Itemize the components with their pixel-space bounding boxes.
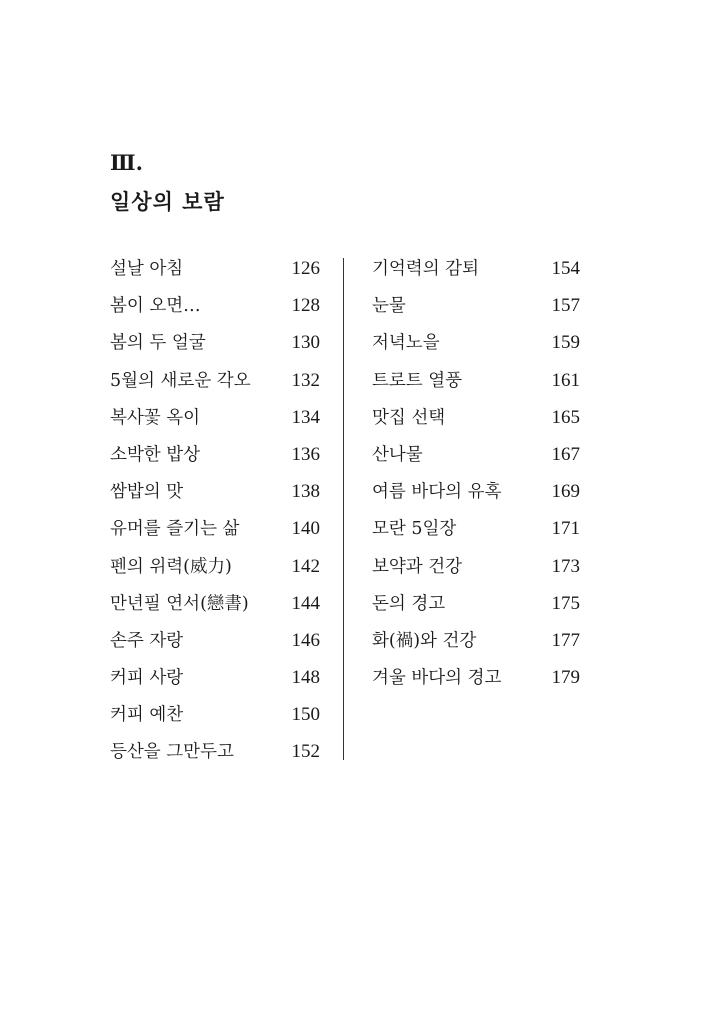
- toc-entry: [110, 475, 320, 512]
- toc-entry: [110, 735, 320, 772]
- toc-left-column: [110, 252, 320, 773]
- toc-entry-title: 손주 자랑: [110, 630, 184, 651]
- toc-entry-title: 돈의 경고: [372, 593, 446, 614]
- toc-entry-title: 기억력의 감퇴: [372, 259, 479, 279]
- toc-entry-page: 173: [551, 555, 580, 577]
- toc-entry: [110, 512, 320, 549]
- toc-entry: [110, 698, 320, 735]
- toc-entry-page: 159: [551, 332, 580, 354]
- toc-entry-page: 130: [291, 332, 320, 354]
- toc-entry: [372, 289, 580, 326]
- toc-entry-title: 등산을 그만두고: [110, 742, 234, 763]
- part-title: 일상의 보람: [110, 189, 225, 214]
- toc-entry-title: 커피 예찬: [110, 705, 184, 726]
- toc-entry-title: 화(禍)와 건강: [372, 630, 477, 651]
- toc-entry-page: 134: [291, 406, 320, 428]
- toc-entry-page: 171: [551, 518, 580, 540]
- toc-entry-title: 커피 사랑: [110, 668, 184, 689]
- toc-entry-title: 모란 5일장: [372, 519, 457, 540]
- toc-entry-page: 138: [291, 481, 320, 503]
- toc-entry-page: 169: [551, 481, 580, 503]
- toc-entry-page: 175: [551, 592, 580, 614]
- toc-entry: [110, 624, 320, 661]
- toc-entry-page: 148: [291, 667, 320, 689]
- toc-entry-page: 142: [291, 555, 320, 577]
- toc-entry-title: 트로트 열풍: [372, 370, 463, 391]
- toc-entry-title: 눈물: [372, 296, 406, 317]
- toc-entry: [372, 475, 580, 512]
- toc-entry: [372, 587, 580, 624]
- toc-entry: [372, 401, 580, 438]
- toc-entry: [110, 661, 320, 698]
- toc-entry: [372, 512, 580, 549]
- toc-entry-page: 161: [551, 369, 580, 391]
- toc-entry-title: 여름 바다의 유혹: [372, 482, 502, 503]
- toc-entry: [372, 661, 580, 698]
- toc-entry-page: 132: [291, 369, 320, 391]
- toc-entry-title: 복사꽃 옥이: [110, 407, 201, 428]
- toc-entry-page: 146: [291, 629, 320, 651]
- toc-entry: [372, 438, 580, 475]
- toc-entry-title: 설날 아침: [110, 259, 184, 279]
- toc-entry: [372, 550, 580, 587]
- toc-entry-title: 소박한 밥상: [110, 444, 201, 465]
- toc-entry-title: 쌈밥의 맛: [110, 482, 184, 503]
- toc-entry-page: 128: [291, 295, 320, 317]
- toc-entry-page: 179: [551, 667, 580, 689]
- toc-entry-page: 140: [291, 518, 320, 540]
- toc-entry-title: 펜의 위력(威力): [110, 556, 232, 577]
- toc-entry-page: 150: [291, 704, 320, 726]
- toc-entry: [372, 624, 580, 661]
- toc-entry-title: 보약과 건강: [372, 556, 463, 577]
- toc-entry-title: 저녁노을: [372, 333, 440, 354]
- toc-entry-page: 144: [291, 592, 320, 614]
- toc-entry: [110, 438, 320, 475]
- toc-entry-page: 126: [291, 258, 320, 279]
- toc-entry: [110, 326, 320, 363]
- toc-entry-title: 봄의 두 얼굴: [110, 333, 206, 354]
- toc-right-column: [372, 252, 580, 698]
- toc-entry-page: 157: [551, 295, 580, 317]
- toc-entry-page: 152: [291, 741, 320, 763]
- toc-entry: [110, 289, 320, 326]
- toc-entry: [372, 252, 580, 289]
- toc-entry: [110, 550, 320, 587]
- toc-entry-page: 136: [291, 443, 320, 465]
- toc-entry-page: 167: [551, 443, 580, 465]
- toc-entry-title: 맛집 선택: [372, 407, 446, 428]
- toc-entry-title: 봄이 오면…: [110, 296, 201, 317]
- toc-entry-title: 산나물: [372, 444, 423, 465]
- toc-entry: [110, 401, 320, 438]
- toc-entry: [110, 587, 320, 624]
- column-divider: [343, 258, 344, 760]
- toc-entry: [372, 364, 580, 401]
- toc-entry-title: 유머를 즐기는 삶: [110, 519, 240, 540]
- toc-entry: [110, 364, 320, 401]
- toc-entry-title: 만년필 연서(戀書): [110, 593, 249, 614]
- toc-entry-page: 177: [551, 629, 580, 651]
- toc-entry-page: 165: [551, 406, 580, 428]
- toc-entry: [372, 326, 580, 363]
- part-number: Ⅲ.: [110, 150, 143, 175]
- toc-entry-title: 겨울 바다의 경고: [372, 668, 502, 689]
- toc-entry-page: 154: [551, 258, 580, 279]
- toc-entry: [110, 252, 320, 289]
- toc-entry-title: 5월의 새로운 각오: [110, 370, 251, 391]
